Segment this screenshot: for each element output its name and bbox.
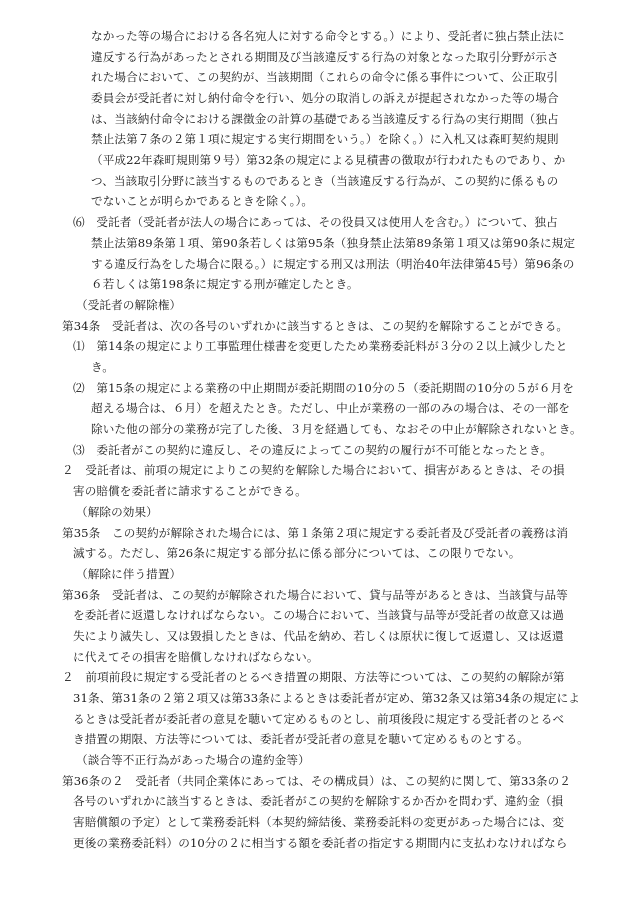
text-line: き措置の期限、方法等については、委託者が受託者の意見を聴いて定めるものとする。 bbox=[73, 732, 529, 746]
text-line: ６若しくは第198条に規定する刑が確定したとき。 bbox=[91, 277, 359, 291]
text-line: 禁止法第７条の２第１項に規定する実行期間をいう。）を除く。）に入札又は森町契約規則 bbox=[91, 132, 559, 146]
section-heading: （受託者の解除権） bbox=[76, 298, 182, 312]
text-line: 違反する行為があったとされる期間及び当該違反する行為の対象となった取引分野が示さ bbox=[91, 50, 559, 64]
text-line: 31条、第31条の２第２項又は第33条によるときは委託者が定め、第32条又は第34条の規定によ bbox=[73, 691, 580, 705]
text-line: 委員会が受託者に対し納付命令を行い、処分の取消しの訴えが提起されなかった等の場合 bbox=[91, 91, 559, 105]
text-line: 第36条 受託者は、この契約が解除された場合において、貸与品等があるときは、当該貸与品等 bbox=[62, 588, 568, 602]
text-line: るときは受託者が委託者の意見を聴いて定めるものとし、前項後段に規定する受託者のとるべ bbox=[73, 712, 565, 726]
text-line: き。 bbox=[91, 360, 114, 374]
text-line: 第34条 受託者は、次の各号のいずれかに該当するときは、この契約を解除することができる。 bbox=[62, 319, 569, 333]
text-line: 禁止法第89条第１項、第90条若しくは第95条（独身禁止法第89条第１項又は第90条に規定 bbox=[91, 236, 576, 250]
text-line: 第35条 この契約が解除された場合には、第１条第２項に規定する委託者及び受託者の義務は消 bbox=[62, 526, 569, 540]
text-line: 除いた他の部分の業務が完了した後、３月を経過しても、なおその中止が解除されないとき。 bbox=[91, 422, 582, 436]
text-line: 第36条の２ 受託者（共同企業体にあっては、その構成員）は、この契約に関して、第33条の２ bbox=[62, 774, 572, 788]
text-line: つ、当該取引分野に該当するものであるとき（当該違反する行為が、この契約に係るもの bbox=[91, 174, 559, 188]
text-line: を委託者に返還しなければならない。この場合において、当該貸与品等が受託者の故意又は過 bbox=[73, 608, 564, 622]
text-line: 更後の業務委託料）の10分の２に相当する額を委託者の指定する期間内に支払わなければなら bbox=[73, 836, 568, 850]
text-line: でないことが明らかであるときを除く。）。 bbox=[91, 194, 314, 208]
text-line: ⑹ 受託者（受託者が法人の場合にあっては、その役員又は使用人を含む。）について、独占 bbox=[73, 215, 558, 229]
text-line: （平成22年森町規則第９号）第32条の規定による見積書の徴取が行われたものであり、か bbox=[91, 153, 566, 167]
text-line: は、当該納付命令における課徴金の計算の基礎である当該違反する行為の実行期間（独占 bbox=[91, 112, 559, 126]
text-line: 失により滅失し、又は毀損したときは、代品を納め、若しくは原状に復して返還し、又は返還 bbox=[73, 629, 564, 643]
text-line: 害賠償額の予定）として業務委託料（本契約締結後、業務委託料の変更があった場合には、変 bbox=[73, 815, 565, 829]
section-heading: （談合等不正行為があった場合の違約金等） bbox=[76, 753, 310, 767]
text-line: 各号のいずれかに該当するときは、委託者がこの契約を解除するか否かを問わず、違約金（損 bbox=[73, 794, 564, 808]
text-line: 害の賠償を委託者に請求することができる。 bbox=[73, 484, 307, 498]
text-line: 超える場合は、６月）を超えたとき。ただし、中止が業務の一部のみの場合は、その一部を bbox=[91, 401, 570, 415]
text-line: れた場合において、この契約が、当該期間（これらの命令に係る事件について、公正取引 bbox=[91, 70, 559, 84]
text-line: なかった等の場合における各名宛人に対する命令とする。）により、受託者に独占禁止法に bbox=[91, 29, 565, 43]
text-line: ２ 前項前段に規定する受託者のとるべき措置の期限、方法等については、この契約の解除が第 bbox=[62, 670, 565, 684]
text-line: ⑵ 第15条の規定による業務の中止期間が委託期間の10分の５（委託期間の10分の５が６月を bbox=[73, 381, 574, 395]
text-line: ⑶ 委託者がこの契約に違反し、その違反によってこの契約の履行が不可能となったとき。 bbox=[73, 443, 552, 457]
text-line: 滅する。ただし、第26条に規定する部分払に係る部分については、この限りでない。 bbox=[73, 546, 521, 560]
text-line: ⑴ 第14条の規定により工事監理仕様書を変更したため業務委託料が３分の２以上減少したと bbox=[73, 339, 568, 353]
text-line: ２ 受託者は、前項の規定によりこの契約を解除した場合において、損害があるときは、その損 bbox=[62, 463, 565, 477]
text-line: する違反行為をした場合に限る。）に規定する刑又は刑法（明治40年法律第45号）第96条の bbox=[91, 257, 575, 271]
section-heading: （解除の効果） bbox=[76, 505, 158, 519]
text-line: に代えてその損害を賠償しなければならない。 bbox=[73, 650, 319, 664]
section-heading: （解除に伴う措置） bbox=[76, 567, 182, 581]
